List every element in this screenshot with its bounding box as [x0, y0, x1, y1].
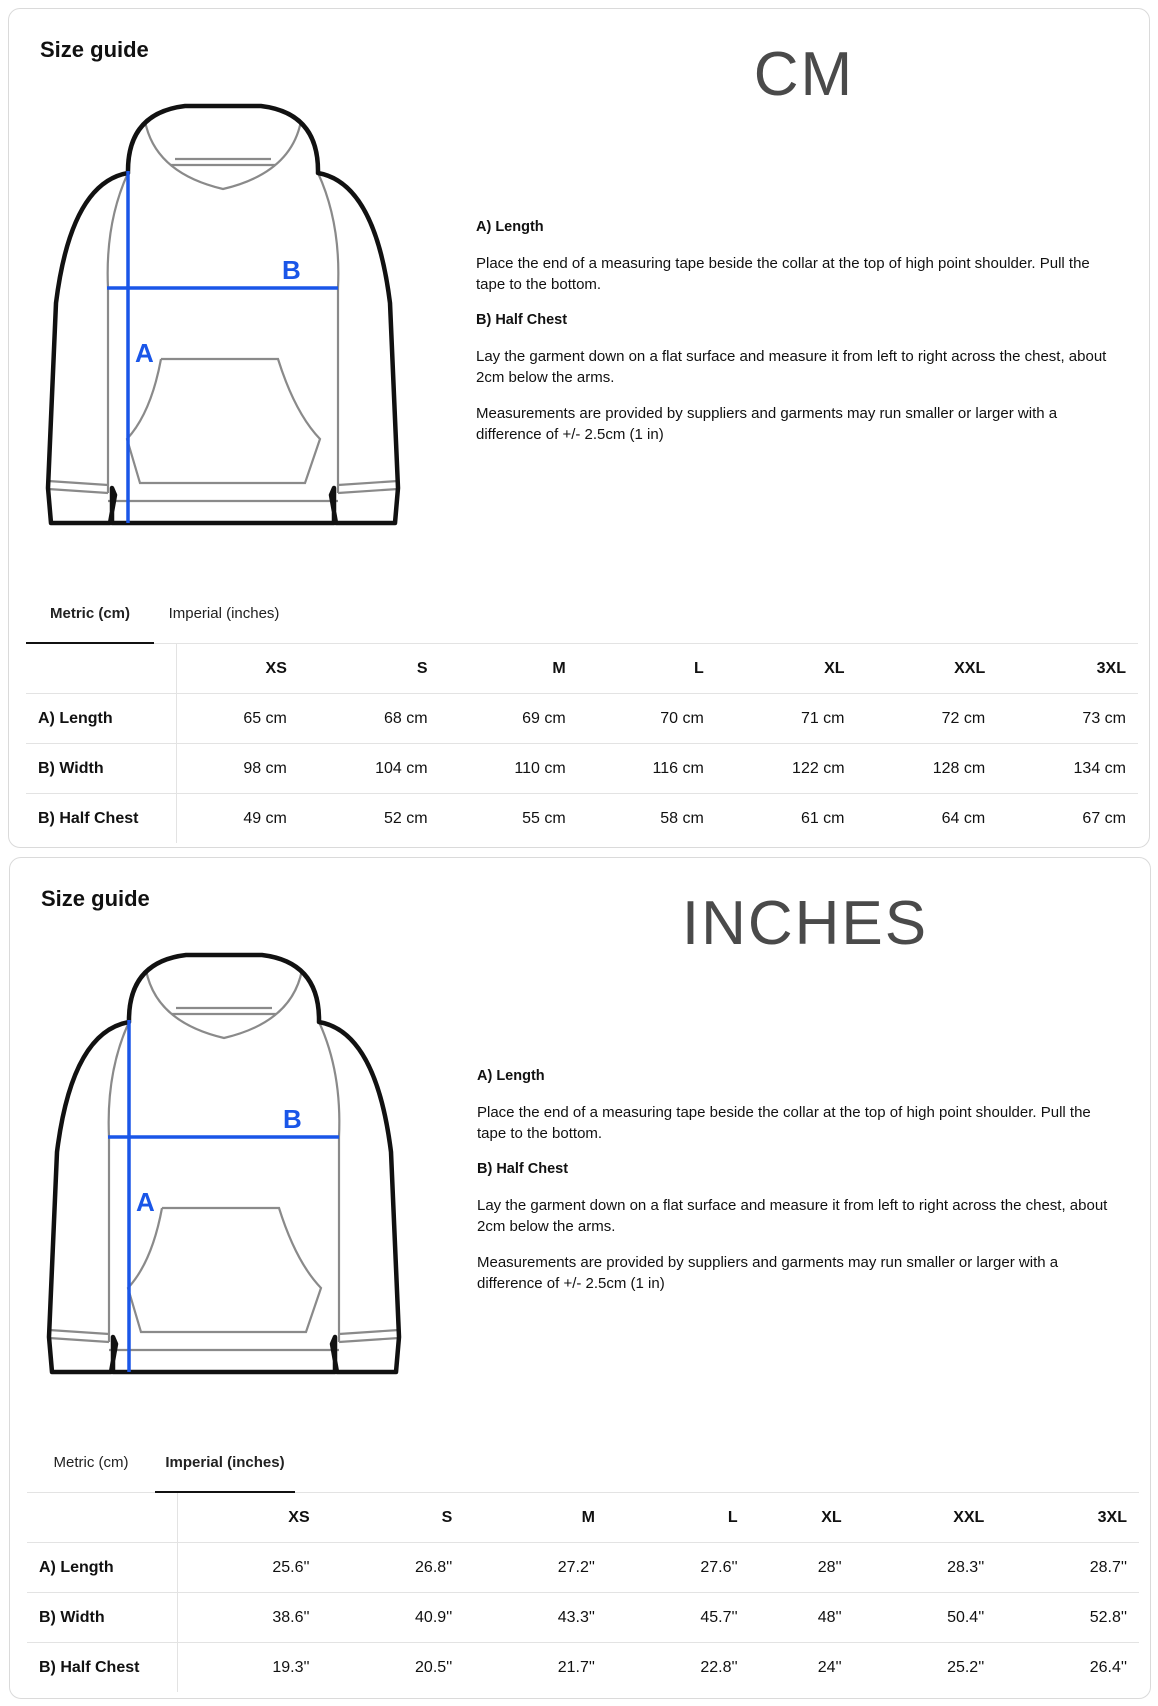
- unit-heading: CM: [753, 40, 855, 109]
- table-row: [27, 1593, 1139, 1643]
- table-cell: 65 cm: [177, 694, 299, 744]
- table-cell: 52.8'': [996, 1593, 1139, 1643]
- table-cell: 26.4'': [1089, 1658, 1127, 1676]
- table-cell: 71 cm: [716, 694, 857, 744]
- table-cell: 73 cm: [997, 694, 1138, 744]
- table-cell: 128 cm: [857, 744, 998, 794]
- chest-text: Lay the garment down on a flat surface and measure it from left to right across the chest, about 2cm below the arms.: [476, 348, 1107, 386]
- table-header-row: [26, 644, 1138, 694]
- table-cell: 98 cm: [177, 744, 299, 794]
- size-header: L: [578, 644, 716, 694]
- unit-heading: INCHES: [681, 889, 929, 958]
- table-cell: 20.5'': [415, 1658, 453, 1676]
- size-guide-panel-cm: [8, 8, 1150, 848]
- tab-imperial[interactable]: Imperial (inches): [168, 605, 280, 622]
- table-row: [26, 794, 1138, 844]
- table-cell: 116 cm: [578, 744, 716, 794]
- size-header: XL: [750, 1493, 854, 1543]
- tab-metric[interactable]: Metric (cm): [26, 593, 154, 644]
- size-header: M: [464, 1493, 607, 1543]
- size-header: L: [607, 1493, 750, 1543]
- table-cell: 68 cm: [299, 694, 440, 744]
- table-row: [26, 694, 1138, 744]
- table-row: [27, 1543, 1139, 1593]
- size-header: XS: [178, 1493, 322, 1543]
- table-cell: 19.3'': [272, 1658, 310, 1676]
- chest-text: Lay the garment down on a flat surface and measure it from left to right across the chest, about 2cm below the arms.: [477, 1197, 1108, 1235]
- table-cell: 22.8'': [700, 1658, 738, 1676]
- table-cell: 26.8'': [322, 1543, 465, 1593]
- size-header: XL: [716, 644, 857, 694]
- table-cell: 28.3'': [854, 1543, 997, 1593]
- length-heading: A) Length: [477, 1068, 545, 1084]
- size-header: 3XL: [997, 644, 1138, 694]
- measurement-description: [476, 217, 1116, 460]
- size-header: XXL: [854, 1493, 997, 1543]
- table-corner: [26, 644, 177, 694]
- table-cell: 25.2'': [947, 1658, 985, 1676]
- table-row: [27, 1643, 1139, 1693]
- table-cell: 49 cm: [243, 809, 287, 827]
- table-cell: 134 cm: [997, 744, 1138, 794]
- table-cell: 104 cm: [299, 744, 440, 794]
- unit-tabs: [27, 1442, 1139, 1493]
- table-cell: 45.7'': [607, 1593, 750, 1643]
- row-label: A) Length: [26, 694, 177, 744]
- table-cell: 55 cm: [522, 809, 566, 827]
- table-cell: 52 cm: [384, 809, 428, 827]
- table-cell: 64 cm: [941, 809, 986, 827]
- size-guide-panel-inches: [9, 857, 1151, 1699]
- size-header: XXL: [857, 644, 998, 694]
- tab-imperial[interactable]: Imperial (inches): [155, 1442, 295, 1493]
- measure-label-a: A: [135, 338, 154, 368]
- table-cell: 61 cm: [800, 809, 845, 827]
- chest-heading: B) Half Chest: [476, 312, 568, 328]
- measure-label-b: B: [283, 1104, 302, 1134]
- length-heading: A) Length: [476, 219, 544, 235]
- table-cell: 28'': [750, 1543, 854, 1593]
- table-cell: 43.3'': [464, 1593, 607, 1643]
- tab-metric[interactable]: Metric (cm): [53, 1454, 129, 1471]
- row-label: B) Width: [26, 744, 177, 794]
- size-table: [27, 1493, 1139, 1692]
- size-header: S: [299, 644, 440, 694]
- size-header: M: [440, 644, 578, 694]
- measurement-note: Measurements are provided by suppliers and garments may run smaller or larger with a difference of +/- 2.5cm (1 in): [477, 1254, 1059, 1292]
- row-label: B) Half Chest: [27, 1643, 178, 1693]
- table-cell: 24'': [817, 1658, 842, 1676]
- table-cell: 28.7'': [996, 1543, 1139, 1593]
- table-cell: 25.6'': [178, 1543, 322, 1593]
- length-text: Place the end of a measuring tape beside the collar at the top of high point shoulder. Pull the tape to the bottom.: [477, 1104, 1091, 1142]
- table-cell: 69 cm: [440, 694, 578, 744]
- table-cell: 67 cm: [1082, 809, 1126, 827]
- table-cell: 21.7'': [557, 1658, 595, 1676]
- table-cell: 72 cm: [857, 694, 998, 744]
- table-cell: 27.6'': [607, 1543, 750, 1593]
- table-cell: 38.6'': [178, 1593, 322, 1643]
- size-header: 3XL: [996, 1493, 1139, 1543]
- unit-tabs: [26, 593, 1138, 644]
- row-label: B) Half Chest: [26, 794, 177, 844]
- measurement-description: [477, 1066, 1117, 1309]
- length-text: Place the end of a measuring tape beside the collar at the top of high point shoulder. Pull the tape to the bottom.: [476, 255, 1090, 293]
- measure-label-b: B: [282, 255, 301, 285]
- chest-heading: B) Half Chest: [477, 1161, 569, 1177]
- size-table: [26, 644, 1138, 843]
- row-label: A) Length: [27, 1543, 178, 1593]
- table-corner: [27, 1493, 178, 1543]
- table-cell: 58 cm: [660, 809, 704, 827]
- table-header-row: [27, 1493, 1139, 1543]
- measure-label-a: A: [136, 1187, 155, 1217]
- measurement-note: Measurements are provided by suppliers and garments may run smaller or larger with a difference of +/- 2.5cm (1 in): [476, 405, 1058, 443]
- size-header: XS: [177, 644, 299, 694]
- table-cell: 122 cm: [716, 744, 857, 794]
- table-cell: 50.4'': [854, 1593, 997, 1643]
- hoodie-diagram-icon: [36, 952, 416, 1432]
- table-cell: 110 cm: [440, 744, 578, 794]
- table-cell: 27.2'': [464, 1543, 607, 1593]
- size-header: S: [322, 1493, 465, 1543]
- table-cell: 48'': [750, 1593, 854, 1643]
- hoodie-diagram-icon: [35, 103, 415, 583]
- panel-title: Size guide: [41, 886, 150, 911]
- table-cell: 40.9'': [322, 1593, 465, 1643]
- row-label: B) Width: [27, 1593, 178, 1643]
- panel-title: Size guide: [40, 37, 149, 62]
- table-row: [26, 744, 1138, 794]
- table-cell: 70 cm: [578, 694, 716, 744]
